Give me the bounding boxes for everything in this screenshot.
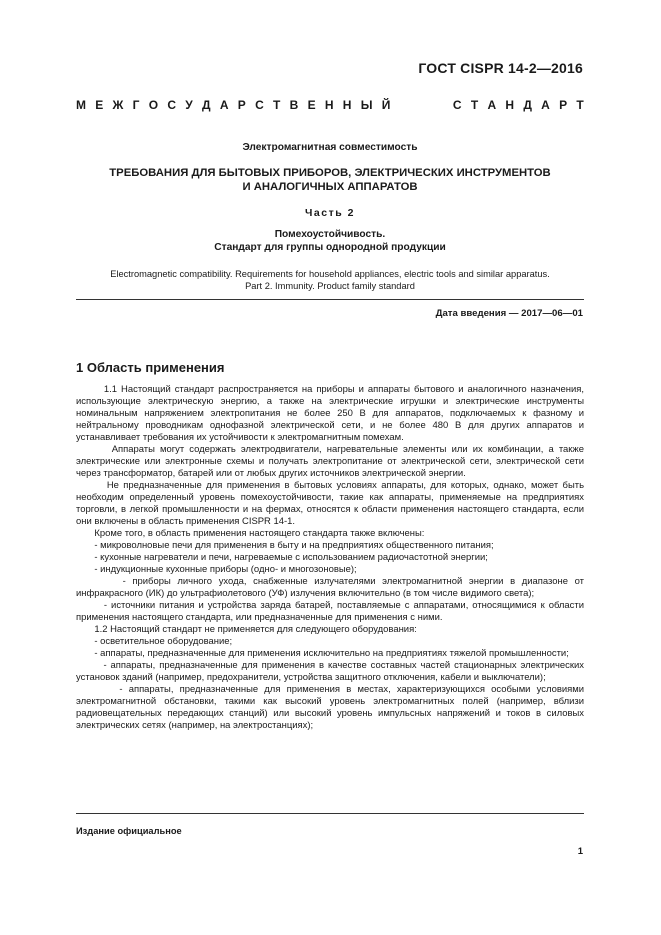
- official-edition-label: Издание официальное: [76, 826, 182, 836]
- banner-letter: У: [185, 98, 193, 112]
- list-item: - аппараты, предназначенные для применения в местах, характеризующихся особыми условиями электромагнитной обстановки, такими как высокий уровень электромагнитных полей (например, вблизи радиовещательных передающих станций) или высокий уровень импульсных напряжений и токов в силовых электрических сетях (например, на электростанциях);: [76, 684, 584, 731]
- page-number: 1: [577, 846, 583, 857]
- banner-letter: А: [541, 98, 550, 112]
- subtitle-line: Стандарт для группы однородной продукции: [214, 242, 446, 253]
- banner-letter: С: [452, 98, 462, 112]
- title-line: ТРЕБОВАНИЯ ДЛЯ БЫТОВЫХ ПРИБОРОВ, ЭЛЕКТРИЧЕСКИХ ИНСТРУМЕНТОВ: [109, 167, 551, 179]
- list-item: - аппараты, предназначенные для применения исключительно на предприятиях тяжелой промышленности;: [76, 648, 569, 659]
- banner-letter: Н: [324, 98, 334, 112]
- section-body: [76, 384, 584, 732]
- banner-letter: Д: [202, 98, 211, 112]
- banner-letter: Е: [307, 98, 316, 112]
- banner-letter: Н: [505, 98, 515, 112]
- banner-letter: Д: [523, 98, 532, 112]
- banner-letter: Т: [470, 98, 479, 112]
- list-item: - индукционные кухонные приборы (одно- и многозоновые);: [76, 564, 357, 575]
- banner-letter: Р: [559, 98, 568, 112]
- title-line: И АНАЛОГИЧНЫХ АППАРАТОВ: [242, 181, 418, 193]
- banner-letter: Т: [576, 98, 584, 112]
- banner-letter: А: [487, 98, 497, 112]
- banner-letter: Ы: [360, 98, 373, 112]
- footer-divider: [76, 813, 584, 814]
- part-label: Часть 2: [305, 207, 355, 219]
- english-title: [60, 268, 600, 292]
- interstate-standard-banner: [76, 98, 584, 112]
- list-item: - кухонные нагреватели и печи, нагреваемые с использованием радиочастотной энергии;: [76, 552, 488, 563]
- banner-gap: [400, 98, 444, 112]
- english-title-line: Part 2. Immunity. Product family standard: [245, 281, 415, 291]
- list-item: - источники питания и устройства заряда батарей, поставляемые с аппаратами, относящимися к области применения настоящего стандарта, или предназначенные для применения с ними.: [76, 600, 584, 623]
- document-subtitle: [60, 228, 600, 254]
- header-divider: [76, 299, 584, 300]
- list-item: - осветительное оборудование;: [76, 636, 233, 647]
- topic-heading: Электромагнитная совместимость: [242, 142, 418, 153]
- paragraph: Не предназначенные для применения в бытовых условиях аппараты, для которых, однако, может быть необходим определенный уровень помехоустойчивости, такие как аппараты, применяемые на предприятиях торговли, в легкой промышленности и на фермах, относятся к области применения настоящего стандарта, если они включены в область применения CISPR 14-1.: [76, 480, 584, 527]
- standard-code: ГОСТ CISPR 14-2—2016: [418, 60, 583, 76]
- english-title-line: Electromagnetic compatibility. Requirements for household appliances, electric tools and similar apparatus.: [110, 269, 550, 279]
- subtitle-line: Помехоустойчивость.: [274, 229, 386, 240]
- banner-letter: С: [167, 98, 177, 112]
- banner-letter: Е: [95, 98, 104, 112]
- list-item: - аппараты, предназначенные для применения в качестве составных частей стационарных электрических установок зданий (например, предохранители, устройства защитного отключения, кабели и выключатели);: [76, 660, 584, 683]
- banner-letter: Й: [381, 98, 391, 112]
- list-item: - приборы личного ухода, снабженные излучателями электромагнитной энергии в диапазоне от инфракрасного (ИК) до ультрафиолетового (УФ) излучения включительно (в том числе видимого света);: [76, 576, 584, 599]
- section-heading: 1 Область применения: [76, 360, 225, 375]
- paragraph: Кроме того, в область применения настоящего стандарта также включены:: [76, 528, 425, 539]
- banner-letter: Н: [342, 98, 352, 112]
- banner-letter: М: [76, 98, 86, 112]
- banner-letter: Р: [237, 98, 246, 112]
- paragraph: Аппараты могут содержать электродвигатели, нагревательные элементы или их комбинации, а также электрические или электронные схемы и получать электропитание от электрической сети, электрической сети через трансформатор, батарей или от любых других источников электрической энергии.: [76, 444, 584, 479]
- banner-letter: Ж: [112, 98, 124, 112]
- banner-letter: С: [255, 98, 264, 112]
- document-title: [60, 166, 600, 194]
- banner-letter: А: [219, 98, 229, 112]
- banner-letter: О: [148, 98, 159, 112]
- paragraph: 1.2 Настоящий стандарт не применяется для следующего оборудования:: [76, 624, 417, 635]
- banner-letter: В: [289, 98, 299, 112]
- list-item: - микроволновые печи для применения в быту и на предприятиях общественного питания;: [76, 540, 494, 551]
- banner-letter: Г: [132, 98, 140, 112]
- paragraph: 1.1 Настоящий стандарт распространяется на приборы и аппараты бытового и аналогичного назначения, использующие электрическую энергию, а также на электрические игрушки и электрические инструменты номинальным напряжением электропитания не более 250 В для аппаратов, подключаемых к фазному и нейтральному проводникам однофазной электрической сети, и не более 480 В для других аппаратов и устанавливает требования их устойчивости к электромагнитным помехам.: [76, 384, 584, 443]
- banner-letter: Т: [273, 98, 281, 112]
- introduction-date: Дата введения — 2017—06—01: [435, 308, 583, 319]
